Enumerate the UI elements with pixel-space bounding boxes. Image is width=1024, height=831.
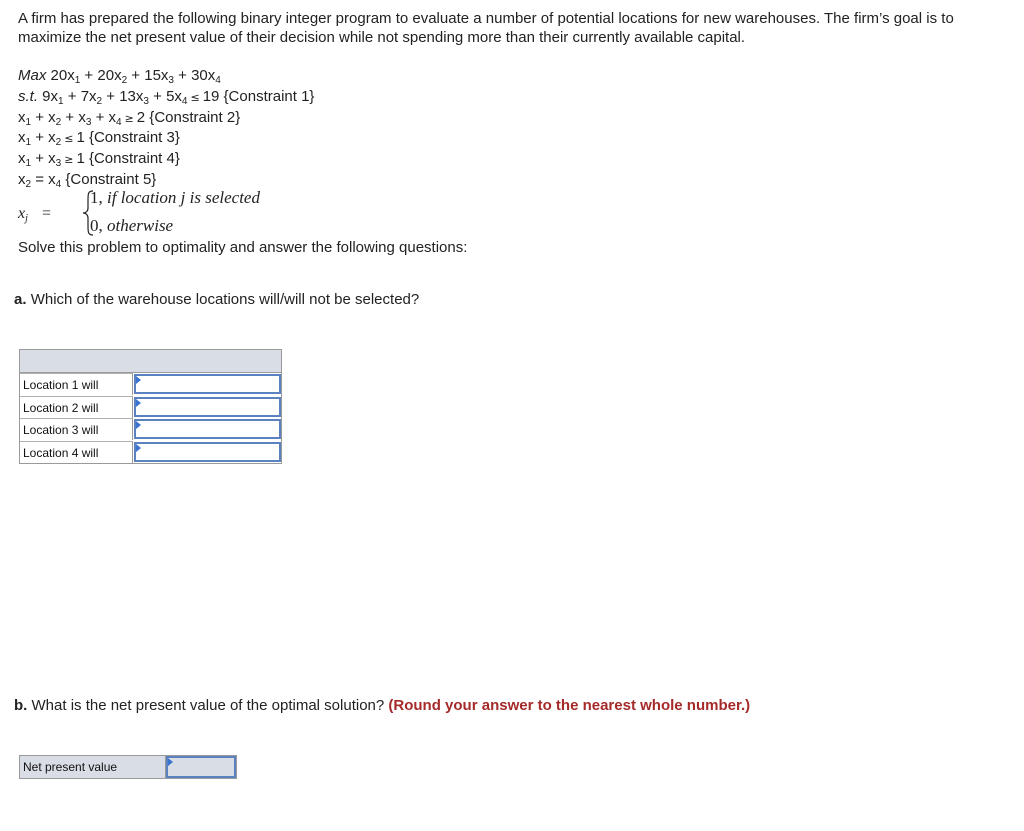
subscript: 4 xyxy=(55,178,62,190)
subscript: 4 xyxy=(181,95,188,107)
subscript: 1 xyxy=(25,116,32,128)
location-2-label: Location 2 will xyxy=(20,396,133,418)
subscript: 1 xyxy=(25,137,32,149)
location-1-label: Location 1 will xyxy=(20,373,133,395)
objective-prefix: Max xyxy=(18,67,51,84)
objective-line: Max $20x_1 + 20x_2 + 15x_3 + 30x_4$ xyxy=(18,67,221,86)
location-3-label: Location 3 will xyxy=(20,418,133,440)
term: $20x_1$ xyxy=(50,67,81,86)
dropdown-marker-icon xyxy=(136,444,141,452)
question-b xyxy=(14,696,750,715)
subscript: 1 xyxy=(74,75,81,86)
table-header xyxy=(20,350,281,373)
term: $7x_2$ xyxy=(80,87,103,107)
location-4-label: Location 4 will xyxy=(20,441,133,463)
npv-input[interactable] xyxy=(166,756,236,778)
subscript: 2 xyxy=(121,75,128,86)
term: $x_2$ xyxy=(48,129,62,149)
location-4-input[interactable] xyxy=(134,442,281,462)
constraint-4: $x_1 + x_3 \ge 1$ {Constraint 4} xyxy=(18,150,180,170)
location-answer-table xyxy=(19,349,282,464)
equals-sign: = xyxy=(42,205,52,222)
constraint-5: $x_2 = x_4$ {Constraint 5} xyxy=(18,170,157,190)
inequality-sign: ≥ xyxy=(64,153,74,167)
xj-symbol: $x_j$ xyxy=(18,205,28,224)
inequality-sign: ≤ xyxy=(190,90,200,104)
term: $x_3$ xyxy=(78,108,92,128)
term: $9x_1$ xyxy=(42,87,64,107)
npv-answer-box xyxy=(19,755,237,779)
constraint-3: $x_1 + x_2 \le 1$ {Constraint 3} xyxy=(18,129,180,149)
constraint-1: s.t. $9x_1 + 7x_2 + 13x_3 + 5x_4 \le 19$ {Constraint 1} xyxy=(18,87,315,107)
term: $15x_3$ xyxy=(144,67,174,86)
term: $30x_4$ xyxy=(191,67,221,86)
table-row xyxy=(20,396,281,418)
input-marker-icon xyxy=(168,758,173,766)
subscript: 2 xyxy=(55,116,62,128)
term: $x_3$ xyxy=(48,150,62,170)
integer-program xyxy=(18,66,314,191)
subscript: 3 xyxy=(85,116,92,128)
subscript: 1 xyxy=(25,158,32,170)
subscript: 2 xyxy=(55,137,62,149)
term: $20x_2$ xyxy=(97,67,128,86)
term: $x_1$ xyxy=(18,150,32,170)
constraint-label: {Constraint 2} xyxy=(145,108,241,126)
rounding-hint: (Round your answer to the nearest whole number.) xyxy=(388,697,751,714)
table-row xyxy=(20,373,281,395)
constraint-label: {Constraint 4} xyxy=(84,150,180,168)
question-a-letter: a. xyxy=(14,291,27,308)
term: $x_1$ xyxy=(18,129,32,149)
subscript: 1 xyxy=(58,95,64,107)
constraint-label: {Constraint 1} xyxy=(219,87,315,105)
term: $5x_4$ xyxy=(166,87,188,107)
inequality-sign: ≤ xyxy=(64,132,74,146)
npv-label: Net present value xyxy=(20,756,166,778)
binary-definition xyxy=(18,187,318,243)
constraint-prefix: s.t. xyxy=(18,87,43,105)
table-row xyxy=(20,418,281,440)
dropdown-marker-icon xyxy=(136,376,141,384)
location-2-input[interactable] xyxy=(134,397,281,417)
term: $13x_3$ xyxy=(119,87,149,107)
subscript: 4 xyxy=(215,75,221,86)
term: $x_2$ xyxy=(48,108,62,128)
subscript: 3 xyxy=(143,95,149,107)
subscript: 3 xyxy=(168,75,174,86)
subscript: 4 xyxy=(116,116,122,128)
solve-instruction: Solve this problem to optimality and answer the following questions: xyxy=(18,239,468,256)
table-row xyxy=(20,441,281,463)
question-b-letter: b. xyxy=(14,697,28,714)
term: $x_2$ xyxy=(18,170,32,190)
inequality-sign: ≥ xyxy=(124,111,134,125)
constraint-label: {Constraint 3} xyxy=(84,129,180,147)
case-otherwise: 0, otherwise xyxy=(90,216,174,235)
term: $x_4$ xyxy=(108,108,122,128)
subscript: 2 xyxy=(96,95,103,107)
subscript: 3 xyxy=(55,158,62,170)
dropdown-marker-icon xyxy=(136,421,141,429)
dropdown-marker-icon xyxy=(136,399,141,407)
location-3-input[interactable] xyxy=(134,419,281,439)
case-selected: 1, if location j is selected xyxy=(90,188,260,207)
term: $x_4$ xyxy=(48,170,62,190)
term: $x_1$ xyxy=(18,108,32,128)
constraint-label: {Constraint 5} xyxy=(61,170,157,188)
subscript: 2 xyxy=(25,178,32,190)
problem-intro: A firm has prepared the following binary integer program to evaluate a number of potential locations for new warehouses. The firm’s goal is to maximize the net present value of their decision while not spending more than their currently available capital. xyxy=(18,10,954,46)
constraint-2: $x_1 + x_2 + x_3 + x_4 \ge 2$ {Constraint 2} xyxy=(18,108,241,128)
question-b-text: What is the net present value of the optimal solution? xyxy=(31,697,385,714)
question-a xyxy=(14,290,419,309)
location-1-input[interactable] xyxy=(134,374,281,394)
question-a-text: Which of the warehouse locations will/will not be selected? xyxy=(30,291,420,308)
